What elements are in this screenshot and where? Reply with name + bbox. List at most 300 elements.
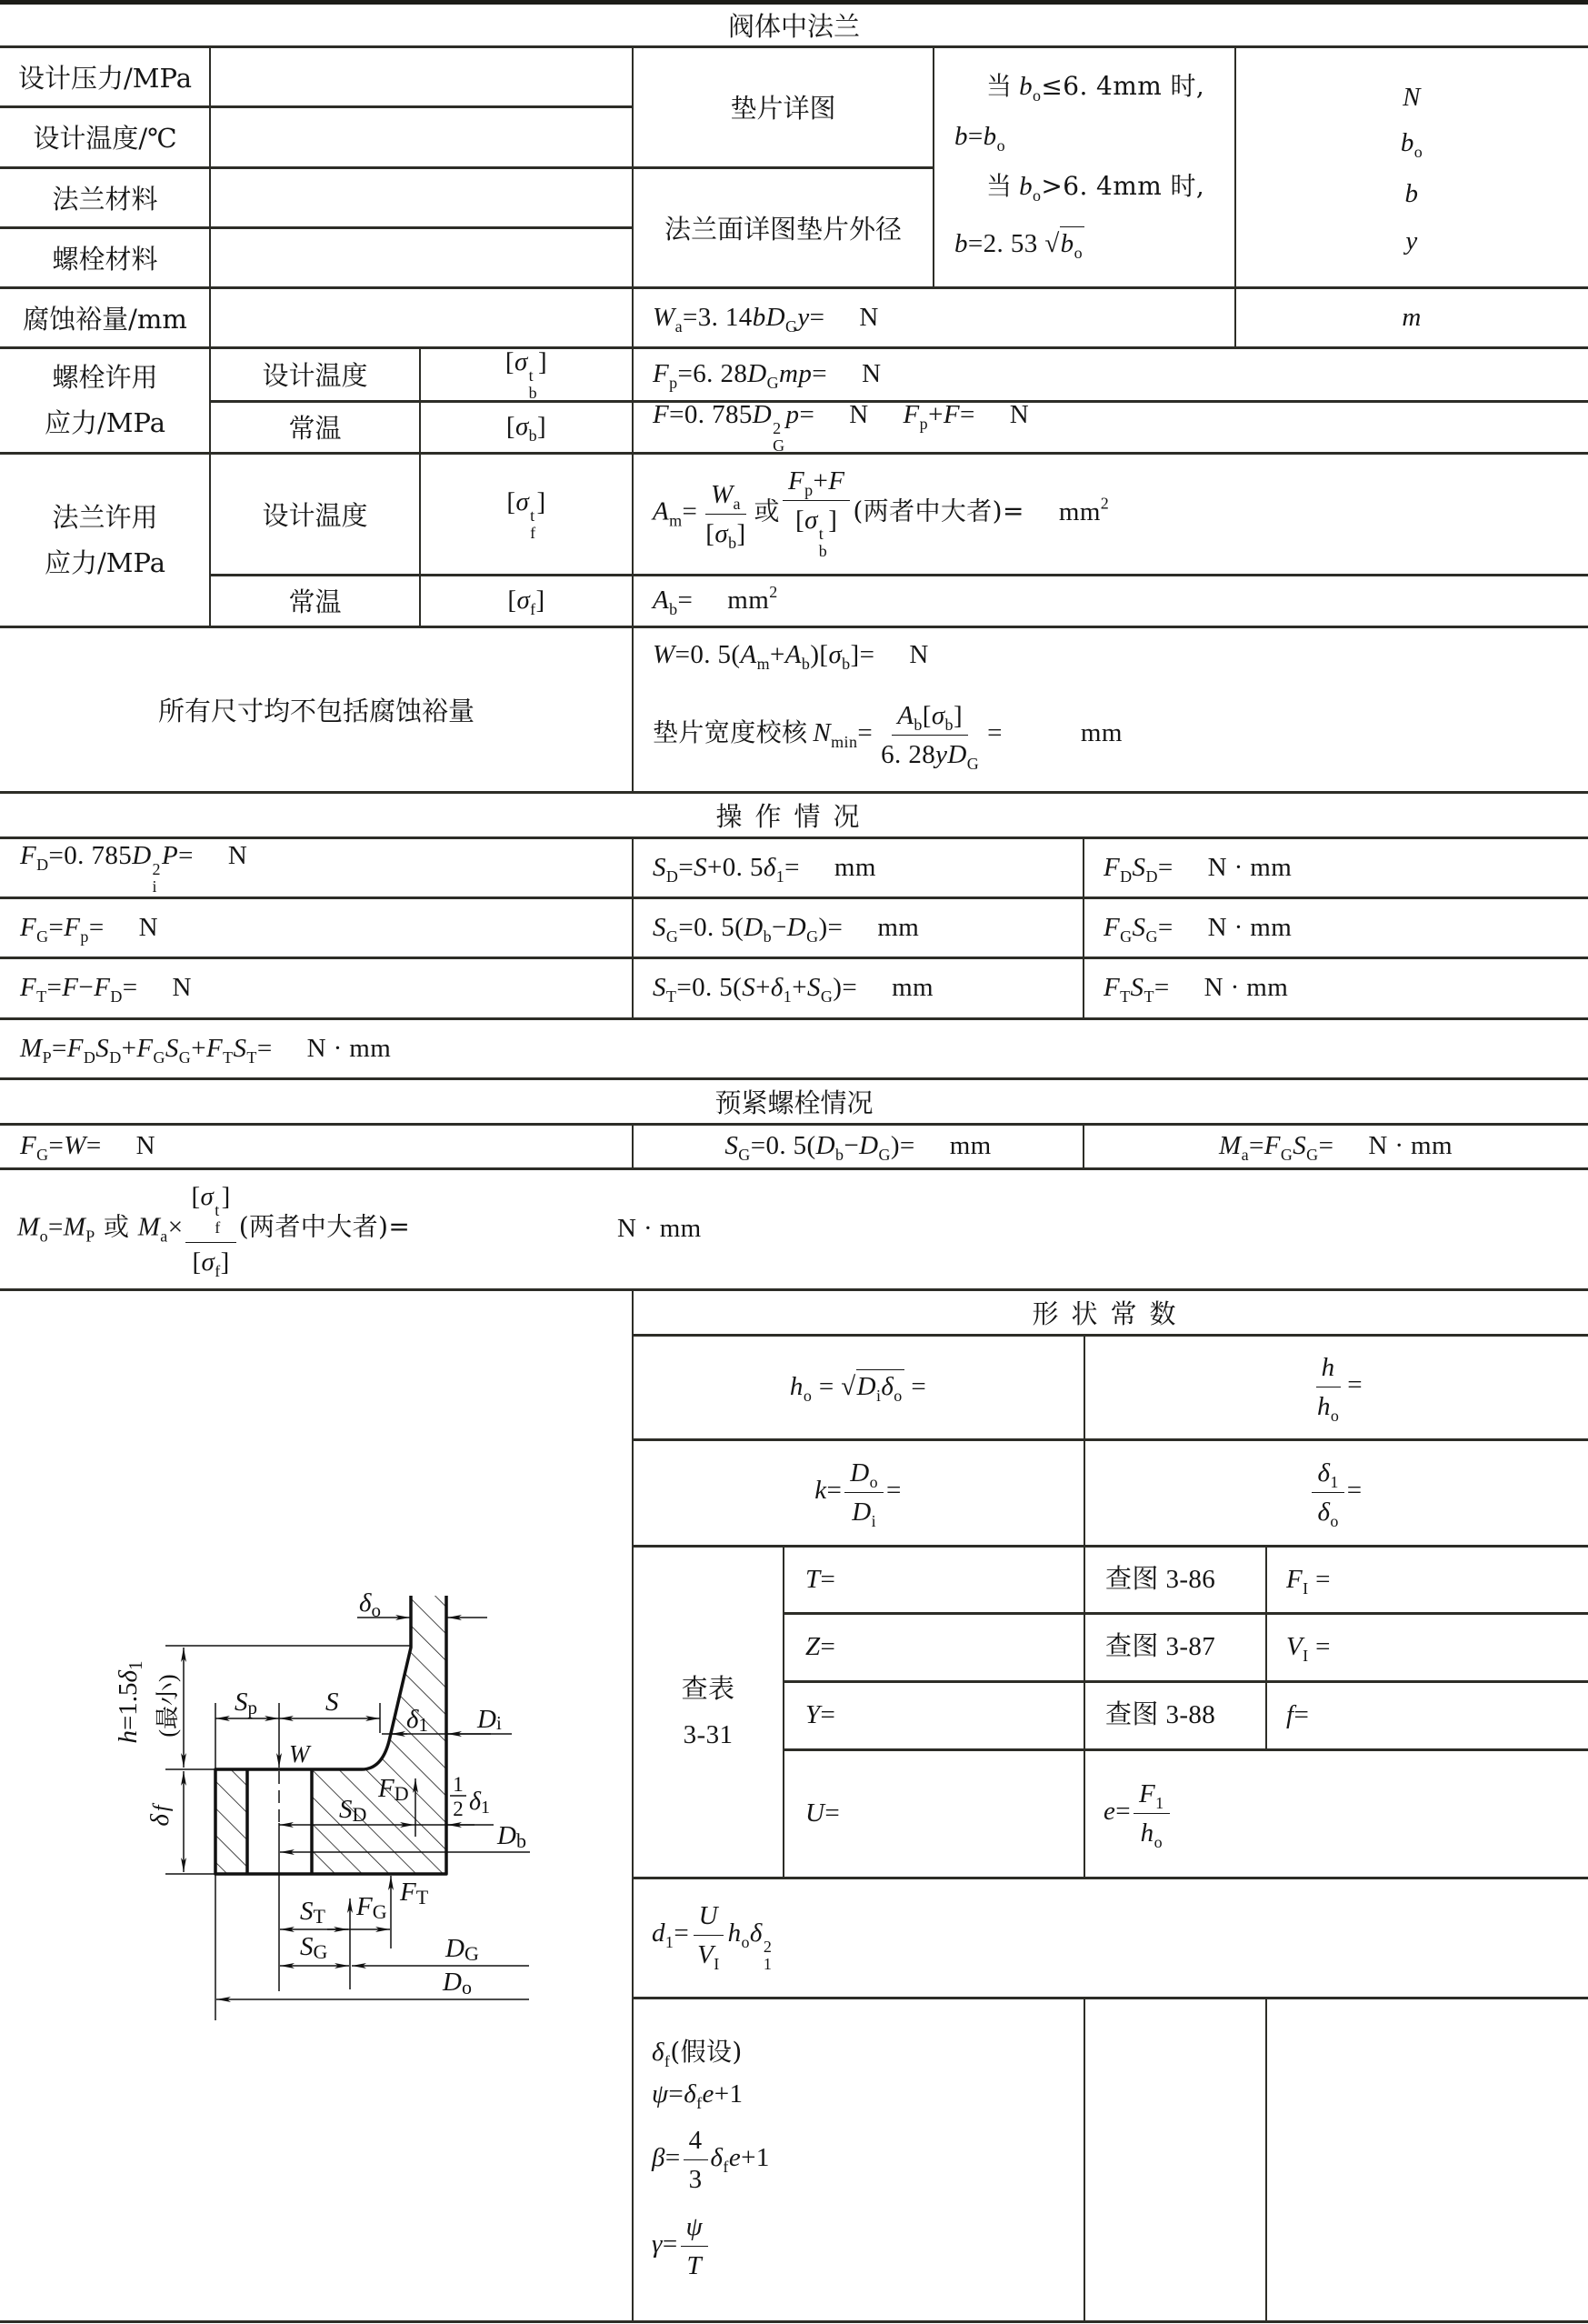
math-subscript: p [80, 927, 89, 946]
math-variable: β [652, 2142, 665, 2172]
math-variable: F [136, 1033, 154, 1063]
math-subscript: b [801, 654, 811, 673]
corrosion-allowance-value [210, 287, 633, 347]
fraction-denominator [684, 2160, 708, 2193]
math-variable: T [805, 1564, 821, 1594]
formula [789, 1371, 927, 1406]
math-subscript: f [696, 2093, 703, 2112]
math-variable: F [62, 973, 79, 1003]
label-subscript: i [495, 1712, 502, 1734]
math-text-cn: (两者中大者)= [853, 496, 1024, 526]
formula-ab [633, 575, 1588, 626]
math-subscript: o [996, 135, 1005, 155]
math-text: = [1248, 1131, 1264, 1161]
formula [652, 2127, 770, 2193]
math-subscript: b [528, 384, 538, 402]
fraction-numerator [705, 481, 746, 515]
math-variable: S [742, 973, 756, 1003]
figure-reference: 查图 3-86 [1105, 1564, 1216, 1594]
formula-d1 [633, 1878, 1588, 1998]
fraction-numerator [1134, 1780, 1170, 1814]
formula [1286, 1699, 1309, 1731]
math-text: = [682, 496, 698, 526]
label-hub-height [114, 1660, 146, 1743]
math-text: +0. 5 [706, 852, 764, 882]
math-variable: A [784, 639, 802, 669]
formula-f [633, 401, 1588, 453]
math-variable: F [903, 400, 920, 429]
math-superscript: t [818, 525, 824, 543]
fraction-numerator [1316, 1354, 1341, 1387]
label-line: 法兰许用 [52, 501, 158, 533]
gasket-rule-2-result [954, 224, 1084, 264]
lookup-table-label: 查表 [681, 1674, 735, 1704]
math-variable: δ [652, 2037, 664, 2067]
label-symbol: δ [114, 1669, 143, 1683]
math-subscript: f [664, 2051, 671, 2070]
formula [805, 1798, 840, 1829]
unit-label: N [172, 973, 192, 1003]
label-half-denominator: 2 [453, 1798, 464, 1820]
math-variable: M [63, 1212, 86, 1242]
math-variable: F [205, 1033, 224, 1063]
math-variable: δ [1317, 1458, 1331, 1488]
formula [1405, 225, 1417, 257]
formula [805, 1699, 835, 1731]
formula [505, 346, 547, 402]
math-text: = [1308, 1632, 1331, 1662]
math-text: = [1346, 1476, 1363, 1506]
math-variable: y [1405, 225, 1418, 255]
label-w: W [289, 1740, 310, 1768]
math-subscript: p [804, 481, 814, 499]
fraction [185, 1181, 235, 1280]
math-variable: U [698, 1900, 719, 1930]
label-flange-design-temp: 设计温度 [262, 499, 368, 531]
fraction-denominator [700, 515, 751, 552]
formula-fp [633, 347, 1588, 401]
math-text: ] [828, 506, 838, 535]
math-variable: σ [828, 639, 843, 669]
formula [954, 228, 1084, 260]
math-text: + [928, 400, 944, 429]
math-variable: M [1219, 1131, 1242, 1161]
math-variable: h [1321, 1353, 1335, 1382]
math-subscript: f [530, 600, 536, 619]
math-text: ] [537, 412, 547, 442]
label-subscript: G [464, 1942, 479, 1965]
formula-sg [633, 897, 1084, 957]
fraction [700, 479, 751, 552]
math-subscript: m [756, 654, 771, 673]
math-text: [ [191, 1181, 201, 1211]
math-subscript: 1 [775, 866, 785, 886]
math-subscript: G [878, 1146, 891, 1165]
formula [986, 171, 1204, 203]
math-text: = [820, 1632, 836, 1662]
gasket-symbol-y [1235, 223, 1588, 259]
formula-Z [784, 1613, 1084, 1681]
math-variable: D [132, 840, 152, 870]
formula [653, 302, 879, 334]
math-variable: p [785, 400, 800, 429]
label-symbol: D [477, 1705, 496, 1734]
math-text: = [812, 359, 828, 389]
math-superscript: 2 [769, 583, 778, 602]
math-variable: W [653, 639, 675, 669]
math-superscript: t [528, 366, 534, 385]
label-bolt-material: 螺栓材料 [52, 243, 158, 275]
math-variable: b [954, 121, 968, 151]
label-symbol: S [235, 1688, 248, 1717]
formula [1104, 972, 1289, 1007]
math-subscript: T [246, 1047, 257, 1067]
math-subscript: o [803, 1387, 813, 1406]
fraction [1134, 1779, 1170, 1851]
math-variable: σ [516, 586, 531, 616]
math-variable: N [1403, 82, 1421, 112]
flange-material-value [210, 167, 633, 227]
math-variable: b [1404, 178, 1419, 208]
math-variable: f [1286, 1700, 1294, 1730]
math-subscript: 1 [1330, 1473, 1339, 1491]
math-subscript: b [842, 654, 851, 673]
math-text: [ [504, 347, 514, 376]
math-variable: D [752, 400, 773, 429]
formula-beta [652, 2114, 1079, 2205]
math-text: = [886, 1476, 902, 1506]
formula [20, 1033, 391, 1065]
math-variable: W [653, 302, 675, 332]
math-text: ] [953, 700, 964, 730]
math-subscript: T [223, 1047, 234, 1067]
formula-st [633, 957, 1084, 1018]
math-subscript: p [669, 374, 678, 393]
math-text-cn: ≤6. 4mm 时, [1041, 70, 1205, 101]
math-text: [ [505, 412, 515, 442]
formula-e [1084, 1749, 1588, 1878]
math-text: =2. 53 [967, 228, 1038, 258]
label-symbol: δ [359, 1588, 372, 1618]
math-variable: M [137, 1212, 161, 1242]
label-subscript: p [247, 1697, 257, 1718]
math-subscript: f [215, 1261, 221, 1280]
label-symbol: S [339, 1795, 353, 1824]
math-subscript: b [944, 715, 954, 734]
label-symbol: δ [406, 1705, 419, 1734]
math-subscript: I [1303, 1647, 1309, 1666]
math-variable: S [694, 852, 707, 882]
label-bolt-ambient-temp: 常温 [288, 413, 342, 444]
math-subscript: G [1145, 927, 1158, 946]
fraction-numerator [681, 2213, 708, 2247]
label-line: 螺栓许用 [52, 362, 158, 393]
math-text: = [85, 1131, 102, 1161]
math-variable: Y [805, 1700, 821, 1730]
math-text: = [857, 717, 874, 747]
label-delta-f [145, 1802, 175, 1826]
unit-label: mm [949, 1131, 992, 1161]
math-text: = [122, 973, 138, 1003]
math-variable: F [828, 466, 845, 496]
label-symbol: F [378, 1774, 395, 1803]
math-subscript: b [914, 715, 923, 734]
math-text: = [904, 1372, 927, 1402]
math-variable: S [653, 973, 666, 1003]
math-text: = [959, 400, 975, 429]
math-variable: A [653, 586, 670, 616]
unit-label: mm [727, 586, 770, 616]
label-subscript: G [313, 1940, 328, 1963]
math-text: ] [736, 518, 746, 548]
math-text: + [755, 973, 771, 1003]
label-half-numerator: 1 [453, 1773, 464, 1796]
math-variable: P [161, 840, 179, 870]
formula-Y [784, 1681, 1084, 1749]
label-subscript: 1 [418, 1714, 428, 1736]
math-variable: b [983, 121, 997, 151]
math-text: = [820, 1700, 836, 1730]
math-subscript: G [36, 1146, 49, 1165]
formula [653, 700, 1123, 773]
formula [653, 972, 934, 1007]
math-subscript: G [820, 987, 834, 1007]
label-flange-ambient-temp: 常温 [288, 586, 342, 617]
label-design-temperature: 设计温度/℃ [33, 123, 177, 154]
math-scripts [215, 1202, 220, 1237]
math-variable: e [1104, 1797, 1116, 1827]
radical-sign: √ [1044, 228, 1060, 258]
lookup-figure-3-88 [1084, 1681, 1265, 1749]
math-subscript: G [1306, 1146, 1319, 1165]
math-subscript: o [869, 1473, 879, 1491]
math-subscript: o [1154, 1833, 1163, 1851]
label-symbol: F [400, 1878, 416, 1907]
fraction-denominator [1312, 1387, 1344, 1425]
fraction [1312, 1458, 1343, 1530]
math-subscript: f [530, 523, 536, 542]
math-subscript: G [773, 436, 785, 455]
math-subscript: D [83, 1047, 96, 1067]
sigma-bolt-ambient [420, 401, 633, 453]
math-superscript: 2 [773, 419, 782, 437]
radical-sign: √ [841, 1372, 856, 1402]
unit-label: N [859, 302, 879, 332]
gasket-rule-1 [986, 68, 1204, 105]
formula-fg-w [0, 1124, 633, 1168]
label-flange-material: 法兰材料 [52, 183, 158, 215]
math-text: = [967, 121, 984, 151]
formula [505, 411, 547, 446]
math-variable: D [747, 359, 767, 389]
fraction-denominator [790, 501, 843, 560]
math-text: = [46, 973, 63, 1003]
label-symbol: h [114, 1730, 143, 1744]
flange-rim-hatching [215, 1769, 247, 1874]
math-scripts [153, 861, 161, 896]
math-text: = [1347, 1370, 1363, 1400]
formula-ho [633, 1335, 1084, 1439]
math-subscript: o [741, 1933, 750, 1952]
math-text: )= [818, 912, 844, 942]
math-subscript: D [110, 987, 123, 1007]
label-subscript: o [461, 1976, 472, 1998]
formula [652, 1902, 773, 1973]
math-variable: F [94, 973, 111, 1003]
math-variable: F [1286, 1564, 1303, 1594]
label-symbol: F [356, 1892, 373, 1921]
math-subscript: b [728, 533, 737, 552]
math-superscript: t [530, 506, 535, 525]
math-text: ] [538, 347, 548, 376]
math-subscript: 1 [763, 1955, 773, 1974]
math-variable: F [1139, 1779, 1156, 1808]
math-variable: b [1400, 127, 1414, 157]
math-variable: M [20, 1033, 43, 1063]
math-variable: S [95, 1033, 110, 1063]
formula-VI [1265, 1613, 1588, 1681]
math-variable: σ [804, 506, 818, 535]
math-variable: S [806, 973, 821, 1003]
label-subscript: 1 [125, 1660, 146, 1670]
lookup-figure-3-86 [1084, 1546, 1265, 1613]
math-variable: F [64, 912, 81, 942]
math-variable: M [17, 1212, 40, 1242]
math-text: = [799, 400, 815, 429]
math-subscript: f [723, 2157, 729, 2176]
fraction-numerator [844, 1459, 884, 1493]
section-operation-header: 操作情况 [715, 800, 873, 832]
fraction [692, 1900, 725, 1973]
math-subscript: f [215, 1217, 221, 1237]
formula-ma [1084, 1124, 1588, 1168]
unit-label: N · mm [1207, 852, 1293, 882]
math-text-cn: 垫片宽度校核 [653, 716, 808, 747]
math-subscript: b [669, 600, 678, 619]
math-variable: bD [752, 302, 785, 332]
formula [954, 121, 1005, 153]
math-text-cn: 或 [754, 496, 780, 526]
math-subscript: G [1120, 927, 1133, 946]
result-cell-empty [1084, 1998, 1265, 2322]
math-text: )= [833, 973, 858, 1003]
math-variable: W [710, 479, 734, 509]
math-variable: δ [770, 973, 784, 1003]
formula-fg [0, 897, 633, 957]
math-subscript: b [528, 426, 538, 446]
label-symbol: D [443, 1968, 462, 1997]
math-text-cn: >6. 4mm 时, [1041, 170, 1205, 201]
math-text: = [809, 302, 825, 332]
math-variable: b [1019, 71, 1033, 101]
math-text: + [813, 466, 829, 496]
math-text: =0. 5( [674, 639, 741, 669]
math-variable: δ [881, 1372, 894, 1402]
math-subscript: o [1074, 243, 1083, 262]
math-variable: b [954, 228, 968, 258]
math-variable: V [1286, 1632, 1303, 1662]
formula-am [633, 453, 1588, 575]
unit-label: N · mm [617, 1214, 702, 1244]
unit-label: mm [892, 973, 934, 1003]
gasket-rule-1-result [954, 118, 1005, 155]
math-variable: γ [652, 2229, 663, 2259]
math-subscript: T [1144, 987, 1154, 1007]
math-subscript: T [36, 987, 47, 1007]
math-subscript: a [1241, 1146, 1249, 1165]
math-superscript: 2 [152, 859, 161, 878]
label-subscript: T [415, 1886, 429, 1908]
math-variable: S [165, 1033, 179, 1063]
formula [17, 1181, 411, 1280]
math-subscript: D [665, 866, 679, 886]
math-variable: S [724, 1131, 739, 1161]
formula [20, 1130, 155, 1165]
bolt-material-value [210, 227, 633, 287]
math-text: = [674, 1918, 690, 1948]
math-variable: σ [514, 412, 529, 442]
math-text-cn: (两者中大者)= [238, 1211, 411, 1242]
formula-gamma [652, 2200, 1079, 2291]
math-variable: D [815, 1131, 835, 1161]
fraction [684, 2127, 708, 2193]
math-subscript: a [160, 1227, 168, 1246]
gasket-symbol-m [1235, 287, 1588, 347]
math-subscript: o [1032, 85, 1042, 105]
label-minimum-note: (最小) [155, 1674, 181, 1738]
math-text: = [1157, 852, 1174, 882]
math-text: = [677, 586, 694, 616]
math-variable: σ [931, 700, 945, 730]
math-subscript: G [36, 927, 49, 946]
math-variable: S [1130, 973, 1144, 1003]
formula [652, 2037, 743, 2069]
math-variable: Z [805, 1632, 821, 1662]
math-subscript: b [834, 1146, 844, 1165]
flange-face-gasket-od-label: 法兰面详图垫片外径 [664, 213, 902, 245]
math-variable: δ [749, 1918, 763, 1948]
label-sp [235, 1688, 257, 1718]
math-variable: ψ [685, 2211, 704, 2241]
fraction-denominator [692, 1936, 725, 1973]
math-text: = [820, 1564, 836, 1594]
fraction-numerator [1312, 1459, 1343, 1493]
unit-label: N [227, 840, 248, 870]
label-do [442, 1968, 472, 1998]
label-half-delta-1 [469, 1788, 490, 1818]
label-line: 应力/MPa [45, 546, 165, 578]
formula [1104, 912, 1292, 944]
label-line: 应力/MPa [45, 407, 165, 438]
fraction-denominator [1312, 1493, 1343, 1530]
formula-nmin [633, 677, 1588, 792]
formula [1309, 1458, 1363, 1530]
label-di [476, 1705, 502, 1734]
math-text: +1 [714, 2079, 744, 2109]
math-variable: D [850, 1458, 870, 1488]
gasket-symbol-N [1235, 79, 1588, 115]
formula [652, 2213, 711, 2279]
formula-FI [1265, 1546, 1588, 1613]
math-variable: S [1293, 1131, 1307, 1161]
math-variable: D [859, 1131, 879, 1161]
math-text: = [1115, 1797, 1132, 1827]
label-design-pressure: 设计压力/MPa [18, 62, 192, 94]
fraction-denominator [875, 736, 984, 773]
math-variable: mp [779, 359, 813, 389]
math-text: = [48, 1131, 65, 1161]
math-text: = [668, 2079, 684, 2109]
